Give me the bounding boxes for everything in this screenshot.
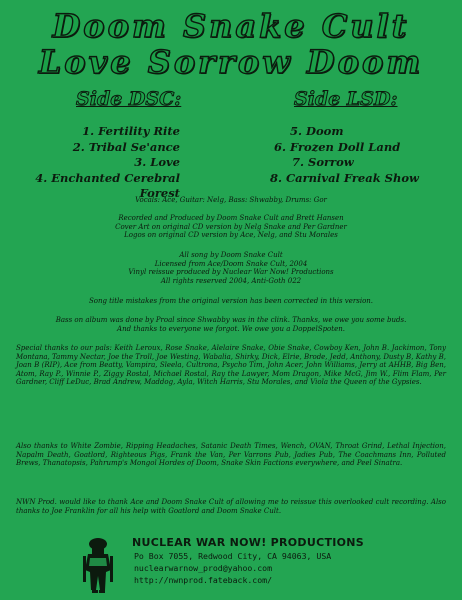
track-8: 8. Carnival Freak Show: [270, 170, 419, 185]
credit-line: Recorded and Produced by Doom Snake Cult and Brett Hansen: [118, 214, 344, 222]
side-one-heading: Side DSC:: [76, 88, 182, 110]
rights-line: Licensed from Ace/Doom Snake Cult, 2004: [154, 259, 308, 268]
label-url[interactable]: http://nwnprod.fateback.com/: [134, 575, 273, 585]
track-4: 4. Enchanted Cerebral Forest: [35, 170, 180, 200]
rights-line: All song by Doom Snake Cult: [179, 251, 283, 259]
bass-note: [16, 316, 446, 333]
track-5: 5. Doom: [290, 124, 344, 138]
label-name: NUCLEAR WAR NOW! PRODUCTIONS: [132, 536, 365, 549]
also-thanks: Also thanks to White Zombie, Ripping Headaches, Satanic Death Times, Wench, OVAN, Throat Grind, Lethal Injection, Napalm Death, Goatlord, Righteous Pigs, Frank the Van, Per Varrons Pub, Jadies Pub, The Coachmans Inn, Polluted Brews, Thanatopsis, Pahrump's Mongol Hordes of Doom, Snake Skin Factions everywhere, and Peel Sinatra.: [16, 442, 446, 468]
label-address: Po Box 7055, Redwood City, CA 94063, USA: [134, 551, 332, 561]
special-thanks: Special thanks to our pals: Keith Leroux, Rose Snake, Alelaire Snake, Obie Snake, Cowboy Ken, John B. Jackimon, Tony Montana, Tammy Nectar, Joe the Troll, Joe Westing, Wabalia, Shirky, Dick, Elrie, Brode, Jedd, Anthony, Dusty B, Kathy B, Joan B (RIP), Ace from Beatty, Vampira, Sleela, Cultrona, Psycho Tim, John Acer, John Williams, Jerry at AHHB, Big Ben, Atom, Ray P., Winnie P., Ziggy Rostal, Michael Rostal, Ray the Lawyer, Mom Dragon, Mike McG, Jim W., Flim Flam, Per Gardner, Cliff LeDuc, Brad Andrew, Maddog, Ayla, Witch Harris, Stu Morales, and Viola the Queen of the Gypsies.: [16, 344, 446, 387]
lineup: Vocals: Ace, Guitar: Nelg, Bass: Shwabby, Drums: Gor: [135, 196, 327, 204]
correction-note: Song title mistakes from the original version has been corrected in this version.: [88, 297, 374, 305]
title-line-2: Love Sorrow Doom: [38, 43, 424, 81]
credit-line: Logos on original CD version by Ace, Nelg, and Stu Morales: [124, 231, 338, 240]
closing-note: NWN Prod. would like to thank Ace and Doom Snake Cult of allowing me to reissue this overlooked cult recording. Also thanks to Joe Franklin for all his help with Goatlord and Doom Snake Cult.: [16, 498, 446, 515]
credits-block: [0, 214, 462, 240]
side-one-tracklist: [0, 124, 180, 202]
track-7: 7. Sorrow: [292, 155, 354, 169]
title-line-1: Doom Snake Cult: [52, 7, 410, 45]
bass-note-line: Bass on album was done by Proal since Shwabby was in the clink. Thanks, we owe you some buds.: [55, 316, 407, 324]
label-email[interactable]: nuclearwarnow_prod@yahoo.com: [134, 563, 273, 573]
bass-note-line: And thanks to everyone we forgot. We owe you a DoppelSpoten.: [117, 324, 345, 333]
track-3: 3. Love: [134, 155, 180, 169]
track-2: 2. Tribal Se'ance: [72, 139, 180, 154]
credit-line: Cover Art on original CD version by Nelg Snake and Per Gardner: [115, 222, 347, 231]
track-1: 1. Fertility Rite: [82, 124, 180, 138]
rights-line: Vinyl reissue produced by Nuclear War Now! Productions: [128, 268, 334, 277]
soldier-logo-icon: [80, 536, 116, 594]
side-two-tracklist: [266, 124, 419, 186]
rights-block: [0, 251, 462, 285]
track-6: 6. Frozen Doll Land: [274, 139, 401, 154]
side-two-heading: Side LSD:: [294, 88, 398, 110]
rights-line: All rights reserved 2004, Anti-Goth 022: [160, 276, 302, 285]
